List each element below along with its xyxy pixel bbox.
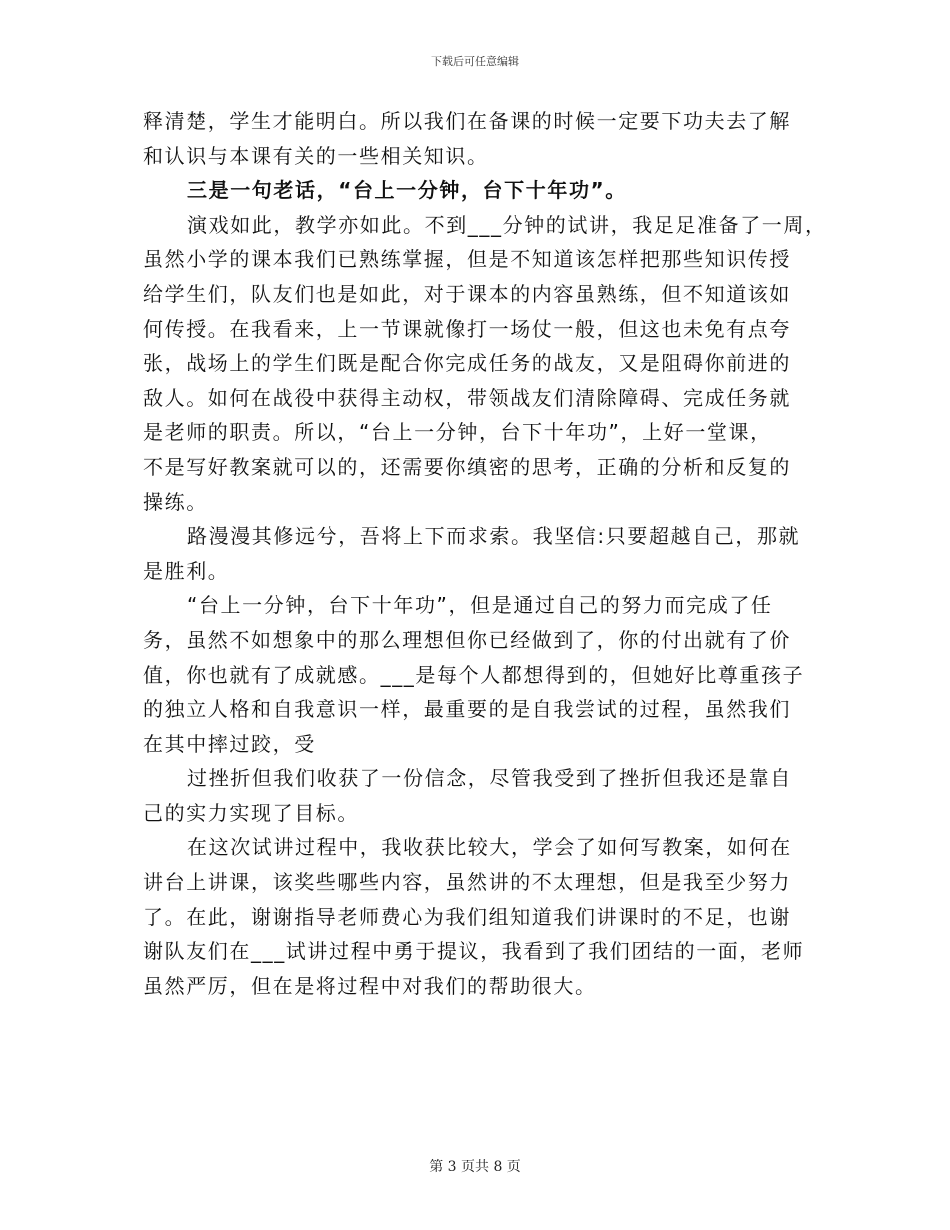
page-header: 下载后可任意编辑: [431, 55, 519, 68]
body-line: 务，虽然不如想象中的那么理想但你已经做到了，你的付出就有了价: [143, 627, 791, 652]
body-line: 过挫折但我们收获了一份信念，尽管我受到了挫折但我还是靠自: [187, 766, 792, 791]
body-line: 操练。: [143, 489, 208, 514]
document-body: [143, 104, 827, 1003]
body-line: 是老师的职责。所以，“台上一分钟，台下十年功”，上好一堂课，: [143, 420, 772, 445]
body-line: 在这次试讲过程中，我收获比较大，学会了如何写教案，如何在: [187, 835, 792, 860]
body-line: 了。在此，谢谢指导老师费心为我们组知道我们讲课时的不足，也谢: [143, 904, 791, 929]
body-line: 和认识与本课有关的一些相关知识。: [143, 143, 489, 168]
body-line: 虽然严厉，但在是将过程中对我们的帮助很大。: [143, 973, 597, 998]
body-line: 路漫漫其修远兮，吾将上下而求索。我坚信:只要超越自己，那就: [187, 524, 801, 549]
body-line: 的独立人格和自我意识一样，最重要的是自我尝试的过程，虽然我们: [143, 697, 791, 722]
body-line: 不是写好教案就可以的，还需要你缜密的思考，正确的分析和反复的: [143, 454, 791, 479]
body-line: 虽然小学的课本我们已熟练掌握，但是不知道该怎样把那些知识传授: [143, 247, 791, 272]
body-line: 敌人。如何在战役中获得主动权，带领战友们清除障碍、完成任务就: [143, 385, 791, 410]
body-line: 演戏如此，教学亦如此。不到___分钟的试讲，我足足准备了一周，: [187, 212, 827, 237]
body-line: 是胜利。: [143, 558, 230, 583]
body-line: 张，战场上的学生们既是配合你完成任务的战友，又是阻碍你前进的: [143, 351, 791, 376]
body-line: “台上一分钟，台下十年功”，但是通过自己的努力而完成了任: [187, 593, 773, 618]
body-line: 给学生们，队友们也是如此，对于课本的内容虽熟练，但不知道该如: [143, 281, 791, 306]
body-line: 己的实力实现了目标。: [143, 800, 359, 825]
page-footer: 第 3 页共 8 页: [429, 1159, 521, 1175]
body-line: 在其中摔过跤，受: [143, 731, 316, 756]
body-line: 值，你也就有了成就感。___是每个人都想得到的，但她好比尊重孩子: [143, 662, 805, 687]
section-heading: 三是一句老话，“台上一分钟，台下十年功”。: [187, 178, 627, 203]
body-line: 何传授。在我看来，上一节课就像打一场仗一般，但这也未免有点夸: [143, 316, 791, 341]
body-line: 释清楚，学生才能明白。所以我们在备课的时候一定要下功夫去了解: [143, 109, 791, 133]
body-line: 讲台上讲课，该奖些哪些内容，虽然讲的不太理想，但是我至少努力: [143, 870, 791, 895]
body-line: 谢队友们在___试讲过程中勇于提议，我看到了我们团结的一面，老师: [143, 939, 805, 964]
